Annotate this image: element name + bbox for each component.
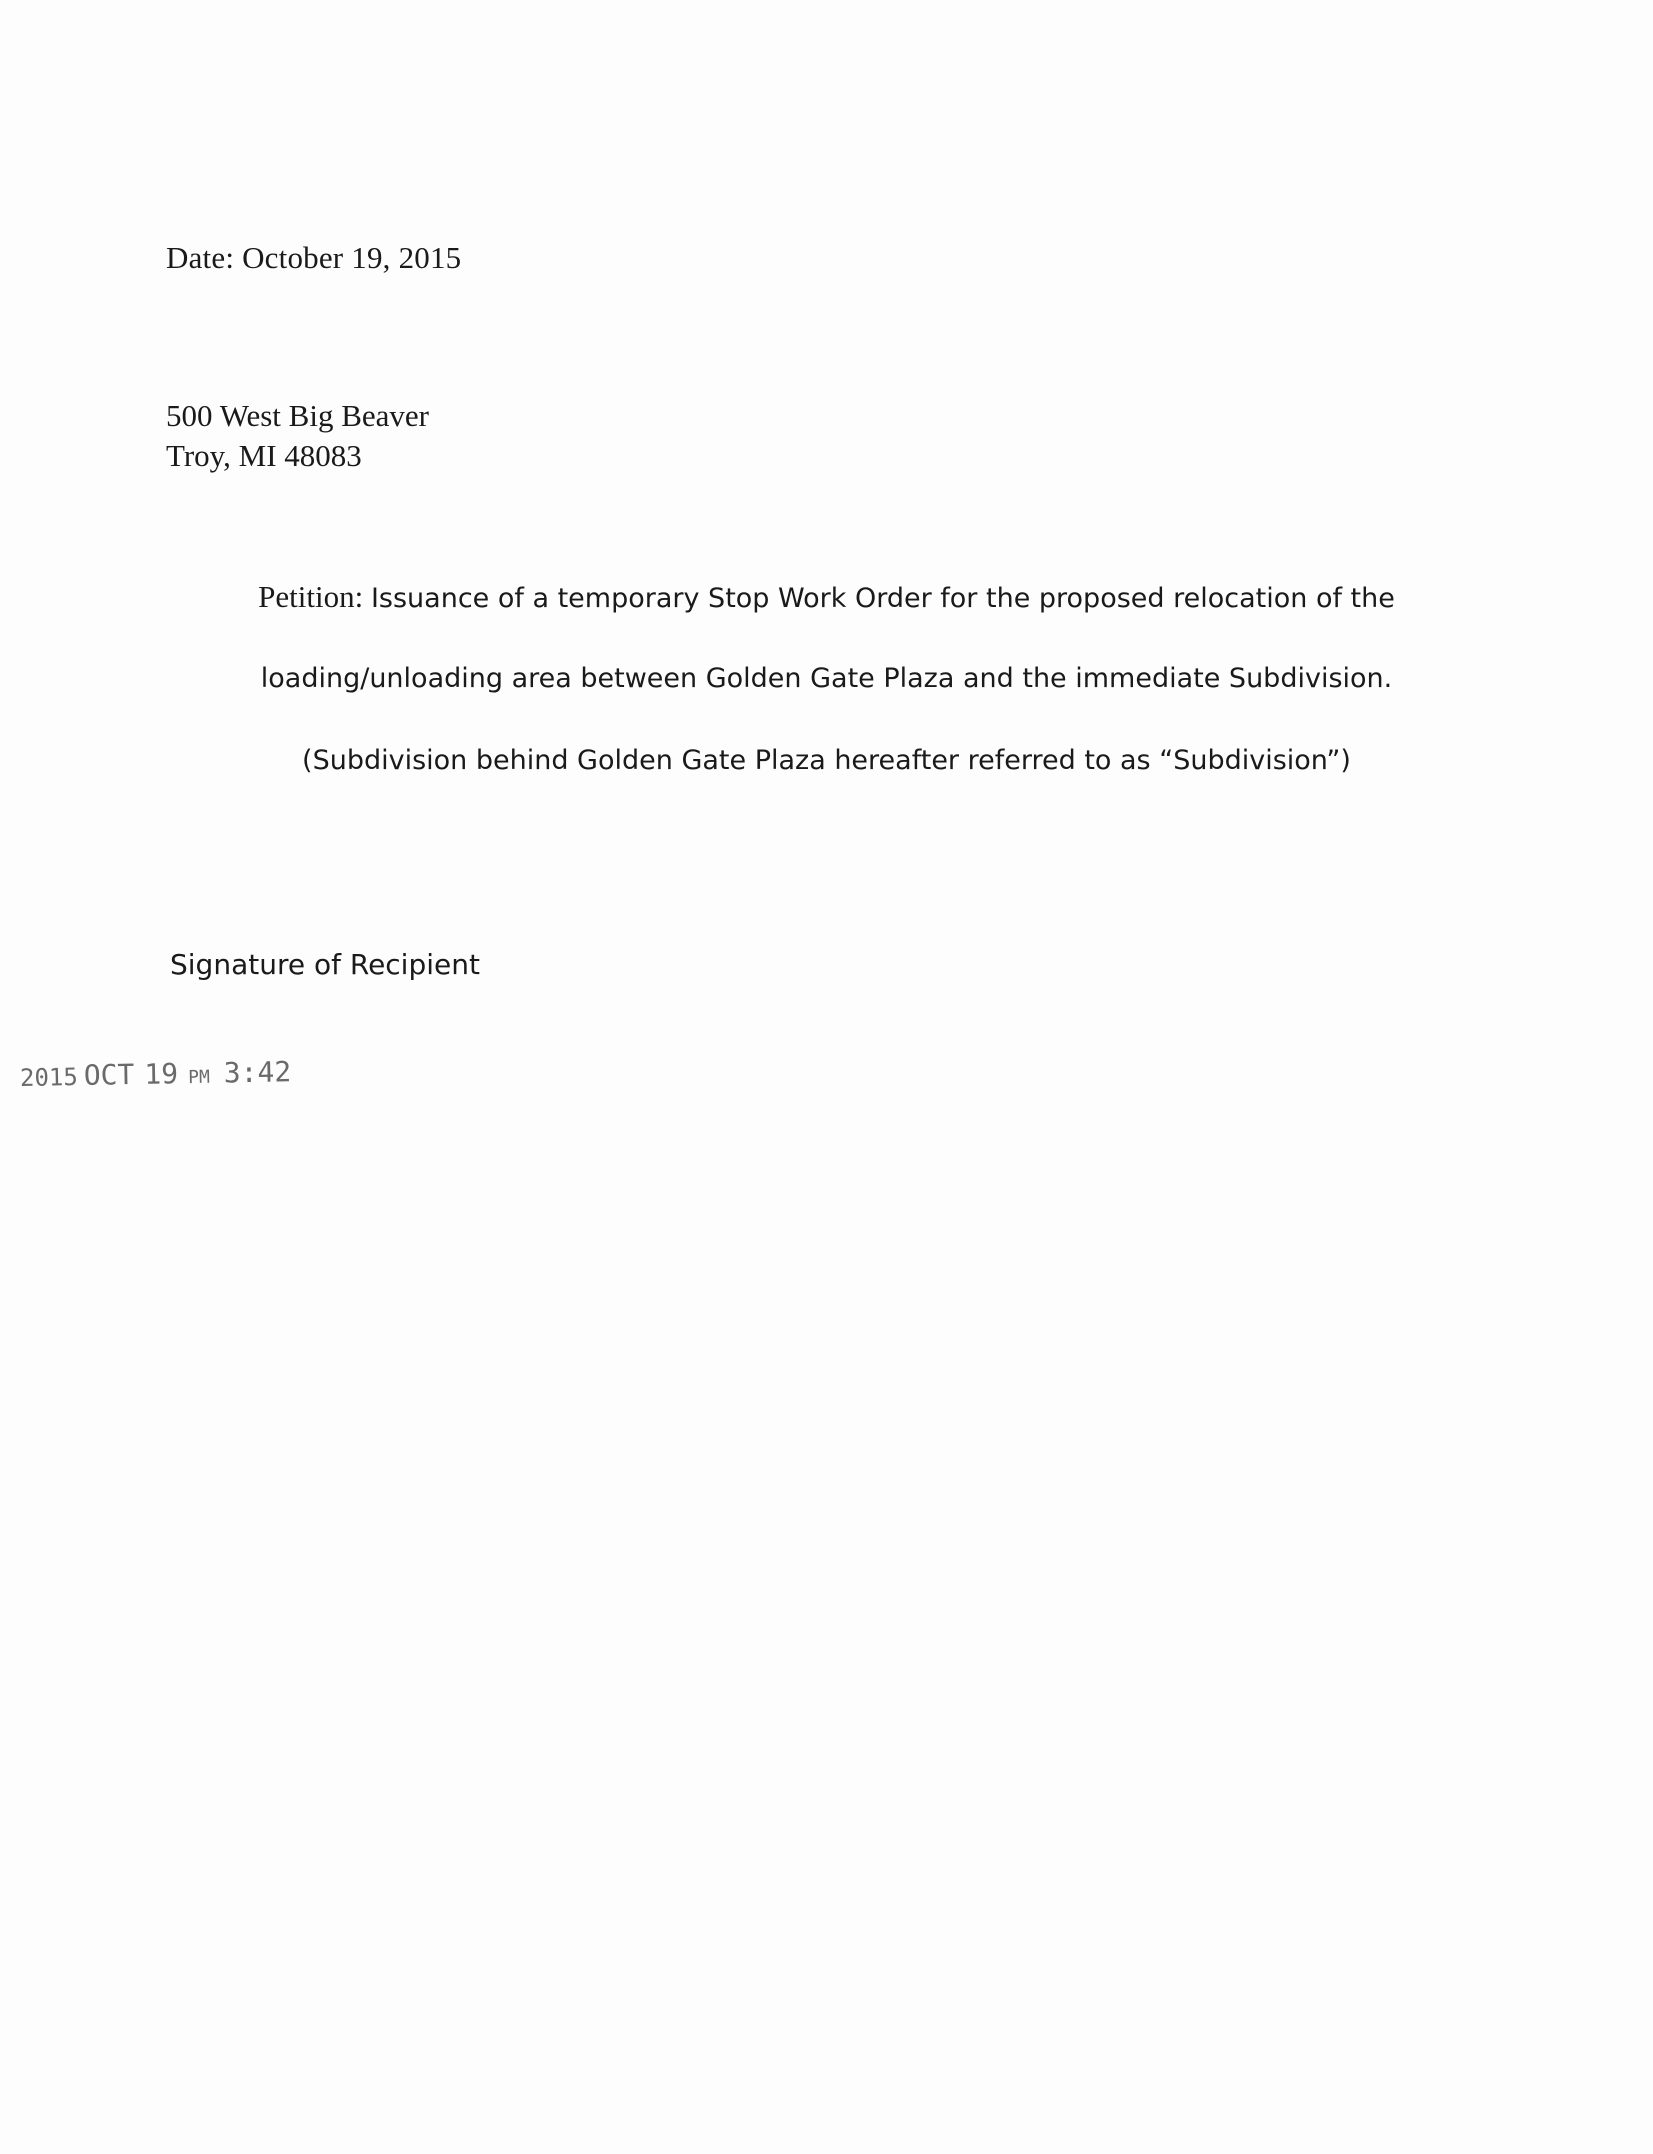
received-date-stamp xyxy=(20,1055,292,1093)
petition-line-2: loading/unloading area between Golden Gate Plaza and the immediate Subdivision. xyxy=(260,663,1393,694)
stamp-ampm: PM xyxy=(187,1066,211,1089)
petition-line-1 xyxy=(180,577,1473,659)
petition-line-1-text: Issuance of a temporary Stop Work Order for the proposed relocation of the xyxy=(370,583,1395,614)
petition-line-3: (Subdivision behind Golden Gate Plaza hereafter referred to as “Subdivision”) xyxy=(302,745,1351,776)
petition-block xyxy=(180,577,1473,823)
letter-date: Date: October 19, 2015 xyxy=(166,240,462,275)
petition-label: Petition: xyxy=(258,579,371,614)
stamp-year: 2015 xyxy=(19,1062,79,1092)
signature-label: Signature of Recipient xyxy=(170,948,480,981)
address-line-1: 500 West Big Beaver xyxy=(166,398,429,433)
recipient-address xyxy=(166,396,429,476)
stamp-day: 19 xyxy=(144,1057,179,1091)
address-line-2: Troy, MI 48083 xyxy=(166,438,362,473)
stamp-time: 3:42 xyxy=(223,1055,292,1090)
stamp-month: OCT xyxy=(83,1058,135,1092)
